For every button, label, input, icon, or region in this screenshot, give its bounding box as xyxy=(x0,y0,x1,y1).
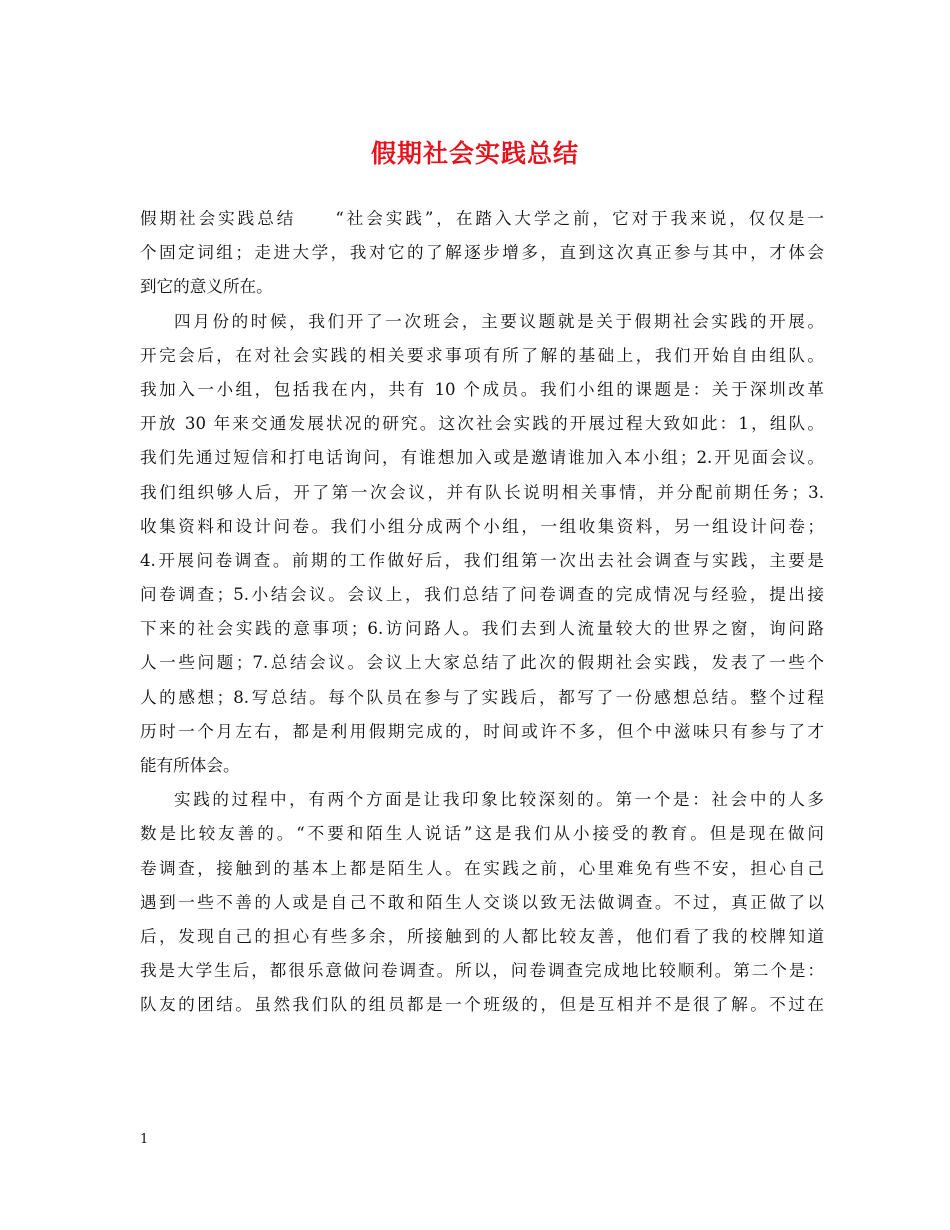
body-text-line: 我加入一小组，包括我在内，共有 10 个成员。我们小组的课题是：关于深圳改革 xyxy=(140,379,824,399)
body-text-line: 后，发现自己的担心有些多余，所接触到的人都比较友善，他们看了我的校牌知道 xyxy=(140,926,824,946)
body-text-line: 人一些问题；7.总结会议。会议上大家总结了此次的假期社会实践，发表了一些个 xyxy=(140,653,824,673)
body-text-line: 我们先通过短信和打电话询问，有谁想加入或是邀请谁加入本小组；2.开见面会议。 xyxy=(140,448,824,468)
body-text-line: 到它的意义所在。 xyxy=(140,277,273,297)
body-text-line: 我们组织够人后，开了第一次会议，并有队长说明相关事情，并分配前期任务；3. xyxy=(140,482,824,502)
body-text-line: 遇到一些不善的人或是自己不敢和陌生人交谈以致无法做调查。不过，真正做了以 xyxy=(140,892,824,912)
body-text-line: 假期社会实践总结 “社会实践”，在踏入大学之前，它对于我来说，仅仅是一 xyxy=(140,209,824,228)
body-text-line: 我是大学生后，都很乐意做问卷调查。所以，问卷调查完成地比较顺利。第二个是： xyxy=(140,961,824,981)
body-text-line: 开放 30 年来交通发展状况的研究。这次社会实践的开展过程大致如此：1，组队。 xyxy=(140,414,824,434)
document-title: 假期社会实践总结 xyxy=(370,139,579,168)
document-body xyxy=(140,202,824,1023)
body-text-line: 历时一个月左右，都是利用假期完成的，时间或许不多，但个中滋味只有参与了才 xyxy=(140,721,824,741)
body-text-line: 下来的社会实践的意事项；6.访问路人。我们去到人流量较大的世界之窗，询问路 xyxy=(140,619,824,639)
body-text-line: 人的感想；8.写总结。每个队员在参与了实践后，都写了一份感想总结。整个过程 xyxy=(140,687,824,707)
body-text-line: 实践的过程中，有两个方面是让我印象比较深刻的。第一个是：社会中的人多 xyxy=(174,790,824,810)
body-text-line: 四月份的时候，我们开了一次班会，主要议题就是关于假期社会实践的开展。 xyxy=(174,311,824,331)
body-text-line: 能有所体会。 xyxy=(140,756,240,775)
body-text-line: 收集资料和设计问卷。我们小组分成两个小组，一组收集资料，另一组设计问卷； xyxy=(140,516,824,536)
body-text-line: 卷调查，接触到的基本上都是陌生人。在实践之前，心里难免有些不安，担心自己 xyxy=(140,858,824,878)
body-text-line: 队友的团结。虽然我们队的组员都是一个班级的，但是互相并不是很了解。不过在 xyxy=(140,995,824,1015)
body-text-line: 4.开展问卷调查。前期的工作做好后，我们组第一次出去社会调查与实践，主要是 xyxy=(140,550,824,570)
body-text-line: 数是比较友善的。“不要和陌生人说话”这是我们从小接受的教育。但是现在做问 xyxy=(140,824,824,844)
body-text-line: 开完会后，在对社会实践的相关要求事项有所了解的基础上，我们开始自由组队。 xyxy=(140,345,824,365)
body-text-line: 个固定词组；走进大学，我对它的了解逐步增多，直到这次真正参与其中，才体会 xyxy=(140,243,824,263)
body-text-line: 问卷调查；5.小结会议。会议上，我们总结了问卷调查的完成情况与经验，提出接 xyxy=(140,585,824,605)
page-number: 1 xyxy=(140,1132,149,1147)
